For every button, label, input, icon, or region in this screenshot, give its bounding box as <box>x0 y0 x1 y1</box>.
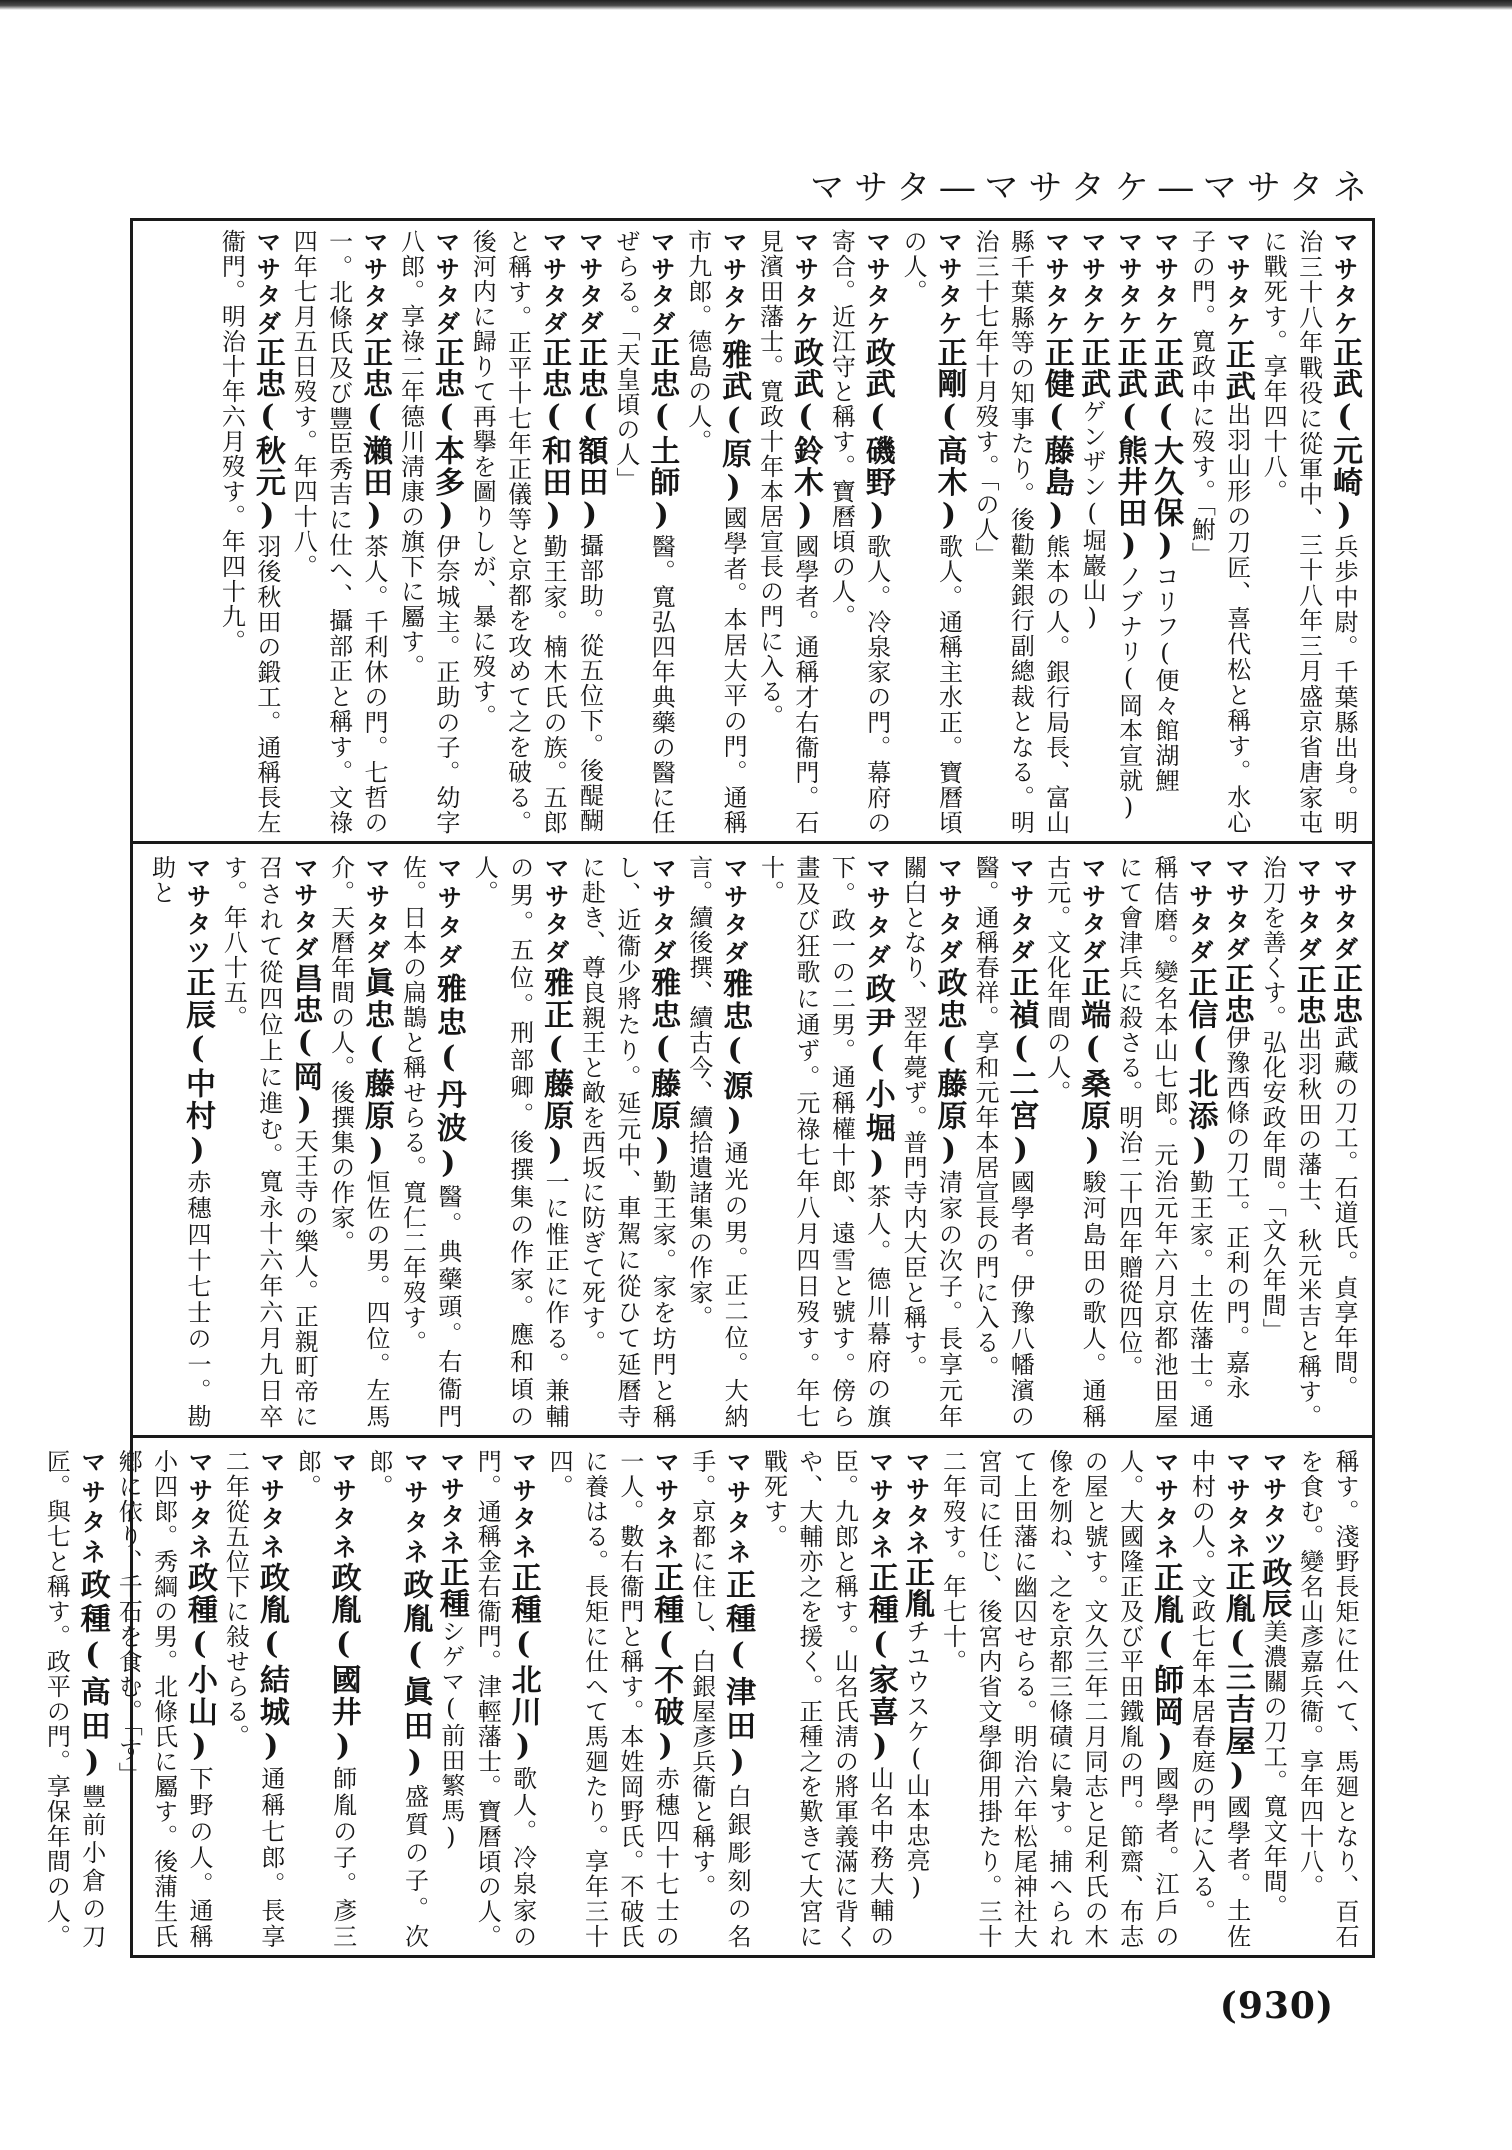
entry-headword: 正忠 <box>1218 963 1254 1025</box>
dictionary-entry <box>1254 855 1326 1429</box>
entry-text: ノブナリ(岡本宣就) <box>1114 564 1143 822</box>
entry-text: コリフ(便々館湖鯉 <box>1150 564 1179 793</box>
entry-kana: マサタツ <box>1259 1449 1289 1557</box>
dictionary-entry <box>823 229 895 835</box>
entry-headword: 正信(北添) <box>1182 967 1218 1169</box>
entry-kana: マサタダ <box>647 229 677 338</box>
entry-headword: 政種(高田) <box>74 1569 110 1781</box>
entry-headword: 政胤(眞田) <box>397 1569 433 1781</box>
entry-text: 國學者。通稱才右衞門。石見濱田藩士。寬政十年本居宣長の門に入る。 <box>755 229 819 836</box>
dictionary-entry <box>607 229 679 835</box>
entry-text: 歌人。冷泉家の門。通稱金右衞門。津輕藩士。寶曆頃の人。 <box>473 1449 537 1949</box>
entry-kana: マサタダ <box>433 855 463 973</box>
entry-text: 伊奈城主。正助の子。幼字八郎。享祿二年德川淸康の旗下に屬す。 <box>396 229 460 836</box>
entry-text: 歌人。冷泉家の門。幕府の寄合。近江守と稱す。寶曆頃の人。 <box>827 229 891 836</box>
dictionary-entry <box>217 1449 289 1949</box>
entry-text: 下野の人。通稱小四郞。秀綱の男。北條氏に屬す。後蒲生氏鄕に依り、千石を食む。「す」 <box>114 1449 213 1949</box>
entry-kana: マサタダ <box>290 855 320 964</box>
entry-kana: マサタダ <box>362 855 392 968</box>
entry-headword: 正健(藤島) <box>1038 337 1074 534</box>
page-number: (930) <box>1219 1985 1334 2027</box>
entry-text: 山名中務大輔の臣。九郎と稱す。山名氏淸の將軍義滿に背くや、大輔亦之を援く。正種之を歎きて大宮に戰死す。 <box>759 1449 894 1949</box>
dictionary-entry <box>1291 1449 1362 1949</box>
entry-headword: 雅正(藤原) <box>538 967 574 1169</box>
entry-kana: マサタダ <box>1006 855 1036 968</box>
entry-headword: 雅忠(藤原) <box>645 967 681 1169</box>
dictionary-entry <box>752 855 895 1429</box>
tier-divider <box>133 1435 1372 1438</box>
entry-text: 國學者。江戶の人。大國隆正及び平田鐵胤の門。節齋、布志の屋と號す。文久三年二月同志と足利氏の木像を刎ね、之を京都三條磧に梟す。捕へられて上田藩に幽囚せらる。明治六年松尾神社大宮司に任じ、後宮内省文學御用掛たり。三十二年歿す。年七十。 <box>938 1449 1179 1949</box>
dictionary-entry <box>466 855 573 1429</box>
entry-kana: マサタダ <box>1293 855 1323 964</box>
entry-headword: 正種(不破) <box>648 1562 684 1765</box>
entry-headword: 昌忠(岡) <box>287 963 323 1129</box>
entry-text: 伊豫西條の刀工。正利の門。嘉永 <box>1221 1025 1250 1400</box>
entry-headword: 正剛(高木) <box>931 337 967 534</box>
entry-kana: マサタケ <box>790 229 820 338</box>
text-frame <box>42 218 1375 1958</box>
upper-tier <box>133 221 1372 841</box>
entry-headword: 正武 <box>1219 339 1255 402</box>
entry-headword: 正胤(師岡) <box>1147 1562 1183 1765</box>
entry-text: 豐前小倉の刀匠。與七と稱す。政平の門。享保年間の人。 <box>42 1449 106 1950</box>
entry-headword: 正忠(和田) <box>536 337 572 534</box>
entry-text: 武藏の刀工。石道氏。貞享年間。 <box>1330 1025 1358 1400</box>
dictionary-entry <box>289 1449 361 1949</box>
entry-headword: 雅忠(丹波) <box>430 973 466 1182</box>
entry-headword: 政武(鈴木) <box>787 337 823 534</box>
entry-headword: 正武(熊井田) <box>1111 337 1147 564</box>
entry-text: 歌人。通稱主水正。寶曆頃の人。 <box>899 229 963 836</box>
entry-kana: マサタツ <box>183 855 212 968</box>
entry-text: 茶人。千利休の門。七哲の一。北條氏及び豐臣秀吉に仕へ、攝部正と稱す。文祿四年七月五日歿す。年四十八。 <box>289 229 389 836</box>
entry-text: 羽後秋田の鍛工。通稱長左衞門。明治十年六月歿す。年四十九。 <box>217 229 281 836</box>
entry-headword: 正禎(二宮) <box>1003 967 1039 1169</box>
dictionary-entry <box>751 229 823 835</box>
dictionary-entry <box>1110 855 1217 1429</box>
dictionary-entry <box>1183 229 1255 835</box>
dictionary-entry <box>392 229 464 835</box>
entry-text: 兵歩中尉。千葉縣出身。明治三十八年戰役に從軍中、三十八年三月盛京省唐家屯に戰死す。享年四十八。 <box>1259 229 1358 836</box>
entry-kana: マサタケ <box>1078 229 1108 337</box>
entry-headword: 政胤(國井) <box>325 1562 361 1765</box>
entry-headword: 正辰(中村) <box>180 967 215 1169</box>
dictionary-entry <box>464 229 571 835</box>
entry-headword: 政忠(藤原) <box>931 967 967 1169</box>
entry-kana: マサタダ <box>1330 855 1359 963</box>
dictionary-entry <box>1217 855 1253 1429</box>
top-rule <box>0 0 1512 10</box>
entry-kana: マサタダ <box>862 855 892 973</box>
dictionary-entry <box>322 855 394 1429</box>
entry-kana: マサタネ <box>1150 1449 1180 1563</box>
entry-text: 國學者。本居大平の門。通稱市九郎。德島の人。 <box>683 229 748 836</box>
entry-text: 赤穗四十七士の一人。數右衞門と稱す。本姓岡野氏。不破氏に養はる。長矩に仕へて馬廻たり。享年三十四。 <box>545 1449 680 1949</box>
entry-kana: マサタネ <box>1222 1449 1252 1561</box>
entry-text: 茶人。德川幕府の旗下。政一の二男。通稱權十郎、遠雪と號す。傍ら畫及び狂歌に通ず。元祿七年八月四日歿す。年七十。 <box>756 855 891 1429</box>
entry-headword: 正胤 <box>899 1557 935 1619</box>
entry-headword: 政尹(小堀) <box>859 973 895 1182</box>
entry-headword: 正武 <box>1075 337 1111 399</box>
entry-headword: 正武(元崎) <box>1327 337 1362 534</box>
entry-headword: 正忠 <box>1290 963 1326 1027</box>
entry-kana: マサタネ <box>436 1449 466 1557</box>
entry-text: 師胤の子。彥三郎。 <box>293 1449 357 1949</box>
dictionary-entry <box>432 1449 468 1949</box>
dictionary-entry <box>394 855 466 1429</box>
dictionary-entry <box>361 1449 433 1949</box>
entry-text: シゲマ(前田繁馬) <box>436 1619 465 1852</box>
dictionary-entry <box>895 855 967 1429</box>
entry-text: 出羽山形の刀匠、喜代松と稱す。水心子の門。寬政中に歿す。「鮒」 <box>1187 229 1251 835</box>
entry-kana: マサタダ <box>539 229 569 338</box>
entry-kana: マサタネ <box>651 1449 681 1563</box>
entry-text: 醫。典藥頭。右衞門佐。日本の扁鵲と稱せらる。寬仁二年歿す。 <box>398 855 462 1429</box>
entry-headword: 正種(津田) <box>720 1569 756 1781</box>
tier-entries <box>141 229 1362 835</box>
dictionary-entry <box>1074 229 1110 835</box>
entry-headword: 眞忠(藤原) <box>359 967 395 1169</box>
entry-kana: マサタケ <box>934 229 964 338</box>
dictionary-entry <box>110 1449 217 1949</box>
entry-text: 勤王家。楠木氏の族。五郎と稱す。正平十七年正儀等と京都を攻めて之を破る。後河内に歸りて再擧を圖りしが、暴に歿す。 <box>468 229 568 836</box>
entry-kana: マサタダ <box>720 855 750 969</box>
entry-headword: 正種 <box>433 1557 469 1619</box>
dictionary-entry <box>573 855 680 1429</box>
dictionary-entry <box>215 855 322 1429</box>
entry-kana: マサタケ <box>1330 229 1359 338</box>
entry-text: 美濃關の刀工。寬文年間。 <box>1259 1619 1288 1919</box>
entry-kana: マサタネ <box>865 1449 895 1563</box>
entry-kana: マサタダ <box>934 855 964 968</box>
entry-text: 通稱七郎。長享二年從五位下に敍せらる。 <box>221 1449 285 1949</box>
entry-text: 攝部助。從五位下。後醍醐 <box>575 533 604 833</box>
entry-headword: 正忠 <box>1327 963 1362 1025</box>
entry-headword: 政武(磯野) <box>859 337 895 534</box>
dictionary-entry <box>1110 229 1146 835</box>
entry-headword: 正忠(額田) <box>572 337 608 533</box>
entry-text: 通光の男。正二位。大納言。續後撰、續古今、續拾遺諸集の作家。 <box>684 855 749 1430</box>
entry-text: 清家の次子。長享元年關白となり、翌年薨ず。普門寺内大臣と稱す。 <box>899 855 963 1430</box>
entry-kana: マサタダ <box>575 229 605 337</box>
entry-headword: 正端(桑原) <box>1075 967 1111 1169</box>
dictionary-entry <box>285 229 392 835</box>
entry-text: 天王寺の樂人。正親町帝に召されて從四位上に進む。寬永十六年六月九日卒す。年八十五。 <box>219 855 319 1430</box>
entry-headword: 正忠(本多) <box>428 337 464 534</box>
tier-entries <box>42 1449 1362 1950</box>
entry-text: 恒佐の男。四位。左馬介。天曆年間の人。後撰集の作家。 <box>326 855 391 1430</box>
entry-text: 醫。寬弘四年典藥の醫に任ぜらる。「天皇頃の人」 <box>611 229 676 836</box>
entry-text: 出羽秋田の藩士、秋元米吉と稱す。治刀を善くす。弘化安政年間。「文久年間」 <box>1258 855 1322 1430</box>
entry-headword: 正忠(秋元) <box>249 337 285 534</box>
dictionary-entry <box>967 855 1039 1429</box>
entry-kana: マサタケ <box>1041 229 1071 338</box>
dictionary-entry <box>1255 1449 1291 1949</box>
entry-text: 稱す。淺野長矩に仕へて、馬廻となり、百石を食む。變名山彥嘉兵衞。享年四十八。 <box>1295 1449 1359 1949</box>
dictionary-entry <box>143 855 215 1429</box>
entry-text: ゲンザン(堀巖山) <box>1078 399 1107 632</box>
dictionary-entry <box>898 1449 934 1949</box>
dictionary-entry <box>683 1449 755 1949</box>
entry-kana: マサタダ <box>648 855 678 968</box>
dictionary-entry <box>469 1449 541 1949</box>
entry-text: 熊本の人。銀行局長、富山縣千葉縣等の知事たり。後勸業銀行副總裁となる。明治三十七年十月歿す。「の人」 <box>970 229 1070 836</box>
entry-text: 赤穗四十七士の一。勘助と <box>147 855 211 1430</box>
dictionary-entry <box>1183 1449 1255 1949</box>
entry-kana: マサタダ <box>1221 855 1251 963</box>
dictionary-entry <box>1326 855 1362 1429</box>
dictionary-entry <box>967 229 1074 835</box>
entry-text: 盛質の子。次郎。 <box>365 1449 429 1950</box>
entry-text: 白銀彫刻の名手。京都に住し、白銀屋彥兵衞と稱す。 <box>687 1449 752 1950</box>
dictionary-entry <box>934 1449 1183 1949</box>
entry-headword: 正種(北川) <box>505 1562 541 1765</box>
entry-kana: マサタダ <box>541 855 571 968</box>
entry-kana: マサタネ <box>328 1449 358 1563</box>
entry-kana: マサタネ <box>400 1449 430 1570</box>
lower-tier <box>42 1441 1372 1955</box>
entry-kana: マサタケ <box>719 229 749 339</box>
entry-text: 駿河島田の歌人。通稱古元。文化年間の人。 <box>1042 855 1107 1430</box>
dictionary-entry <box>213 229 285 835</box>
entry-kana: マサタダ <box>431 229 461 338</box>
dictionary-entry <box>541 1449 684 1949</box>
entry-headword: 政胤(結城) <box>253 1562 289 1765</box>
running-head: マサタ―マサタケ―マサタネ <box>810 168 1377 208</box>
entry-kana: マサタネ <box>508 1449 538 1563</box>
entry-text: 勤王家。土佐藩士。通稱佶磨。變名本山七郎。元治元年六月京都池田屋にて會津兵に殺さる。明治二十四年贈從四位。 <box>1114 855 1214 1430</box>
dictionary-entry <box>1038 855 1110 1429</box>
entry-kana: マサタネ <box>723 1449 753 1570</box>
entry-text: 國學者。伊豫八幡濱の醫。通稱春祥。享和元年本居宣長の門に入る。 <box>970 855 1035 1430</box>
entry-headword: 正忠(瀨田) <box>357 337 393 534</box>
entry-headword: 正武(大久保) <box>1147 337 1183 564</box>
entry-kana: マサタケ <box>862 229 892 338</box>
entry-kana: マサタネ <box>77 1449 107 1570</box>
dictionary-entry <box>38 1449 110 1949</box>
tier-entries <box>141 855 1362 1429</box>
entry-headword: 政種(小山) <box>182 1562 217 1765</box>
entry-kana: マサタケ <box>1150 229 1180 337</box>
entry-headword: 正忠(土師) <box>644 337 680 534</box>
entry-headword: 正種(家喜) <box>862 1562 898 1765</box>
dictionary-entry <box>1147 229 1183 835</box>
entry-headword: 政辰 <box>1256 1557 1292 1619</box>
dictionary-entry <box>680 855 752 1429</box>
dictionary-entry <box>679 229 751 835</box>
tier-divider <box>133 841 1372 844</box>
dictionary-entry <box>1255 229 1362 835</box>
entry-kana: マサタダ <box>1185 855 1215 968</box>
middle-tier <box>133 847 1372 1435</box>
dictionary-entry <box>755 1449 898 1949</box>
entry-headword: 雅忠(源) <box>717 968 753 1139</box>
entry-headword: 雅武(原) <box>716 338 752 506</box>
entry-kana: マサタダ <box>1078 855 1108 968</box>
dictionary-entry <box>571 229 607 835</box>
entry-kana: マサタネ <box>256 1449 286 1563</box>
entry-kana: マサタダ <box>252 229 282 338</box>
entry-text: 勤王家。家を坊門と稱し、近衞少將たり。延元中、車駕に從ひて延曆寺に赴き、尊良親王と敵を西坂に防ぎて死す。 <box>577 855 677 1430</box>
entry-text: チユウスケ(山本忠亮) <box>902 1619 931 1902</box>
entry-kana: マサタケ <box>1114 229 1144 337</box>
entry-kana: マサタダ <box>360 229 390 338</box>
entry-kana: マサタネ <box>185 1449 214 1563</box>
entry-kana: マサタネ <box>902 1449 932 1557</box>
entry-headword: 正胤(三吉屋) <box>1219 1560 1255 1794</box>
dictionary-entry <box>895 229 967 835</box>
entry-text: 國學者。土佐中村の人。文政七年本居春庭の門に入る。 <box>1187 1449 1251 1949</box>
entry-kana: マサタケ <box>1222 229 1252 339</box>
entry-text: 一に惟正に作る。兼輔の男。五位。刑部卿。後撰集の作家。應和頃の人。 <box>470 855 570 1430</box>
